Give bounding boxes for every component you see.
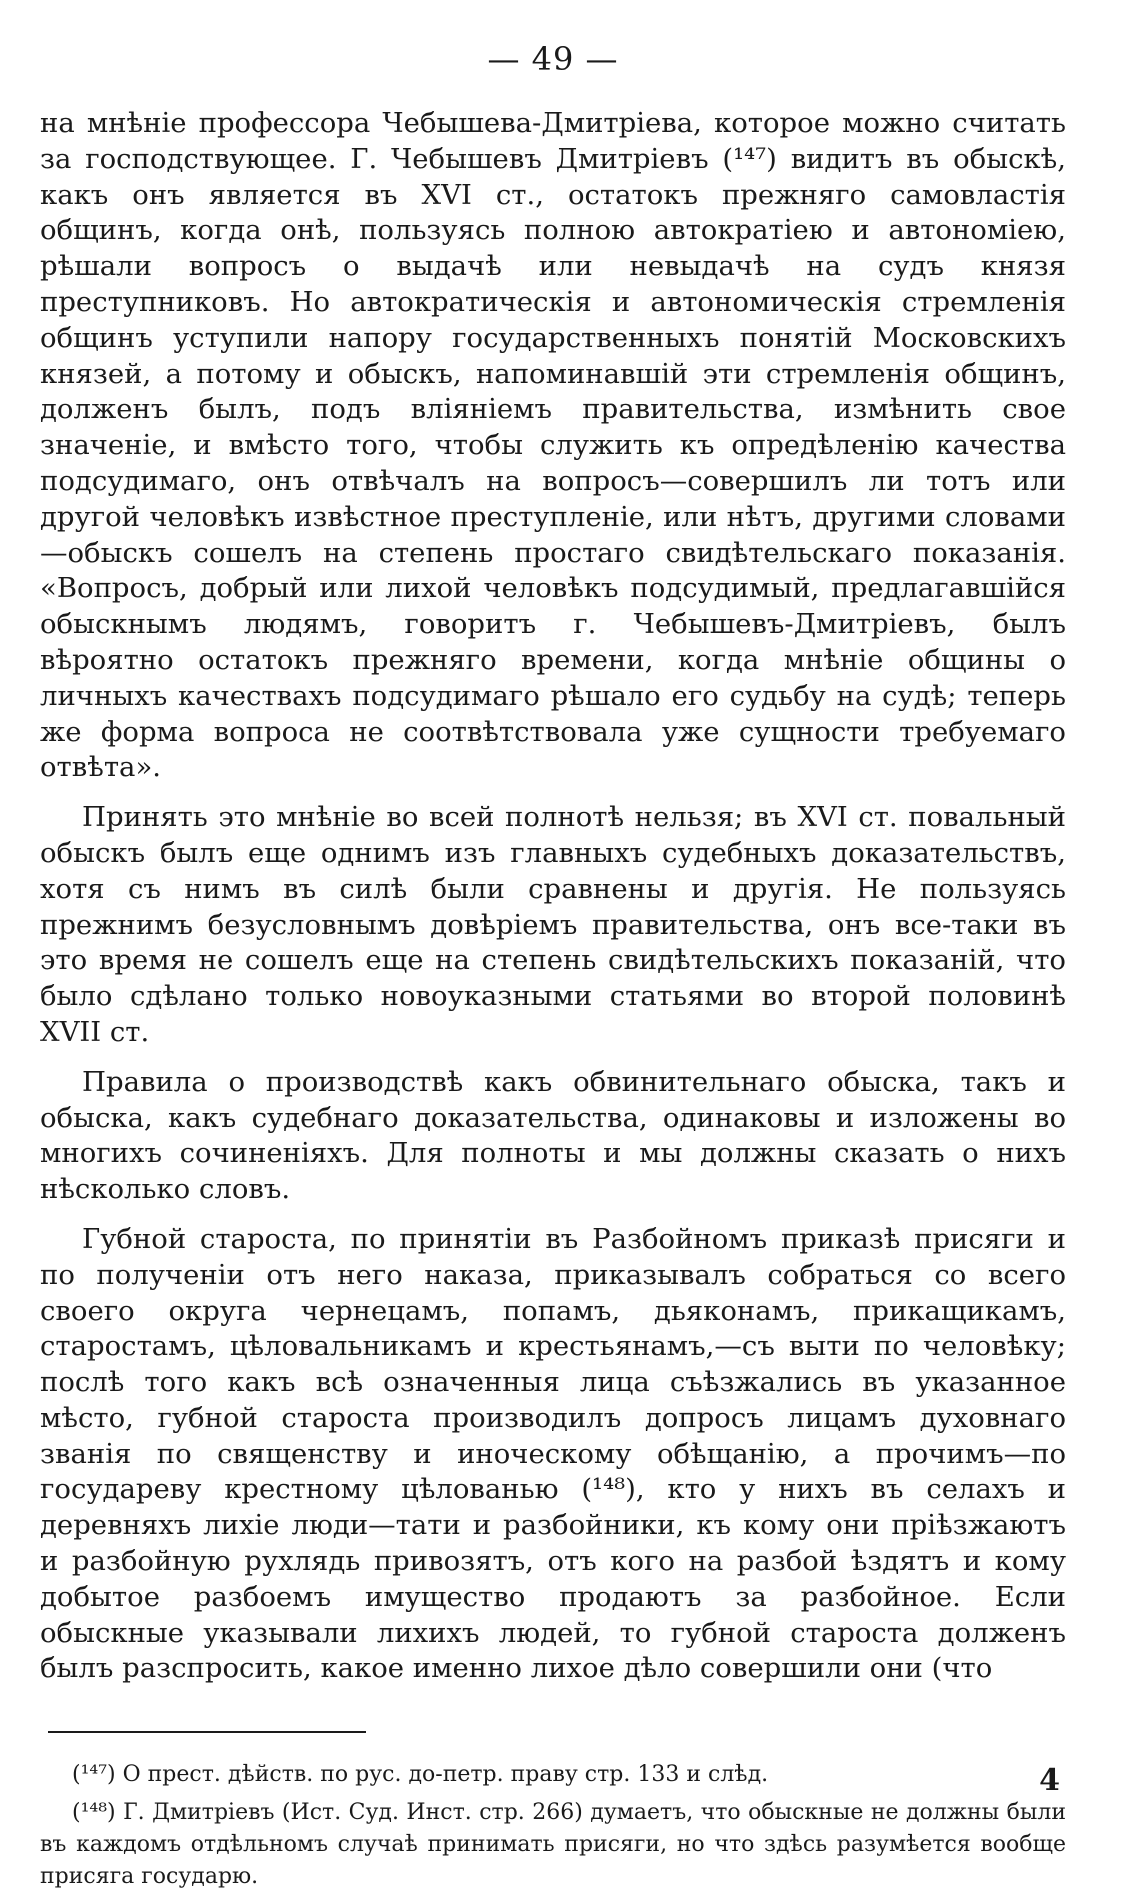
footnote-divider [48, 1731, 366, 1733]
footnote: (¹⁴⁷) О прест. дѣйств. по рус. до-петр. праву стр. 133 и слѣд. [72, 1762, 769, 1788]
signature-mark: 4 [1039, 1763, 1060, 1798]
footnotes [40, 1759, 1066, 1893]
paragraph: на мнѣніе профессора Чебышева-Дмитріева, которое можно считать за господствующее. Г. Чебышевъ Дмитріевъ (¹⁴⁷) видитъ въ обыскѣ, какъ онъ является въ XVI ст., остатокъ прежняго самовластія общинъ, когда онѣ, пользуясь полною автократіею и автономіею, рѣшали вопросъ о выдачѣ или невыдачѣ на судъ князя преступниковъ. Но автократическія и автономическія стремленія общинъ уступили напору государственныхъ понятій Московскихъ князей, а потому и обыскъ, напоминавшій эти стремленія общинъ, долженъ былъ, подъ вліяніемъ правительства, измѣнить свое значеніе, и вмѣсто того, чтобы служить къ опредѣленію качества подсудимаго, онъ отвѣчалъ на вопросъ—совершилъ ли тотъ или другой человѣкъ извѣстное преступленіе, или нѣтъ, другими словами—обыскъ сошелъ на степень простаго свидѣтельскаго показанія. «Вопросъ, добрый или лихой человѣкъ подсудимый, предлагавшійся обыскнымъ людямъ, говоритъ г. Чебышевъ-Дмитріевъ, былъ вѣроятно остатокъ прежняго времени, когда мнѣніе общины о личныхъ качествахъ подсудимаго рѣшало его судьбу на судѣ; теперь же форма вопроса не соотвѣтствовала уже сущности требуемаго отвѣта». [40, 107, 1066, 784]
book-page [40, 40, 1066, 1899]
paragraph: Правила о производствѣ какъ обвинительнаго обыска, такъ и обыска, какъ судебнаго доказательства, одинаковы и изложены во многихъ сочиненіяхъ. Для полноты и мы должны сказать о нихъ нѣсколько словъ. [40, 1065, 1066, 1206]
page-number: — 49 — [487, 40, 619, 78]
paragraph: Губной староста, по принятіи въ Разбойномъ приказѣ присяги и по полученіи отъ него наказа, приказывалъ собраться со всего своего округа чернецамъ, попамъ, дьяконамъ, прикащикамъ, старостамъ, цѣловальникамъ и крестьянамъ,—съ выти по человѣку; послѣ того какъ всѣ означенныя лица съѣзжались въ указанное мѣсто, губной староста производилъ допросъ лицамъ духовнаго званія по священству и иноческому обѣщанію, а прочимъ—по государеву крестному цѣлованью (¹⁴⁸), кто у нихъ въ селахъ и деревняхъ лихіе люди—тати и разбойники, къ кому они пріѣзжаютъ и разбойную рухлядь привозятъ, отъ кого на разбой ѣздятъ и кому добытое разбоемъ имущество продаютъ за разбойное. Если обыскные указывали лихихъ людей, то губной староста долженъ былъ разспросить, какое именно лихое дѣло совершили они (что [40, 1222, 1066, 1685]
paragraph: Принять это мнѣніе во всей полнотѣ нельзя; въ XVI ст. повальный обыскъ былъ еще однимъ изъ главныхъ судебныхъ доказательствъ, хотя съ нимъ въ силѣ были сравнены и другія. Не пользуясь прежнимъ безусловнымъ довѣріемъ правительства, онъ все-таки въ это время не сошелъ еще на степень свидѣтельскихъ показаній, что было сдѣлано только новоуказными статьями во второй половинѣ XVII ст. [40, 801, 1066, 1048]
footnote: (¹⁴⁸) Г. Дмитріевъ (Ист. Суд. Инст. стр. 266) думаетъ, что обыскные не должны были въ каждомъ отдѣльномъ случаѣ принимать присяги, но что здѣсь разумѣется вообще присяга государю. [40, 1800, 1066, 1890]
body-text [40, 106, 1066, 1687]
